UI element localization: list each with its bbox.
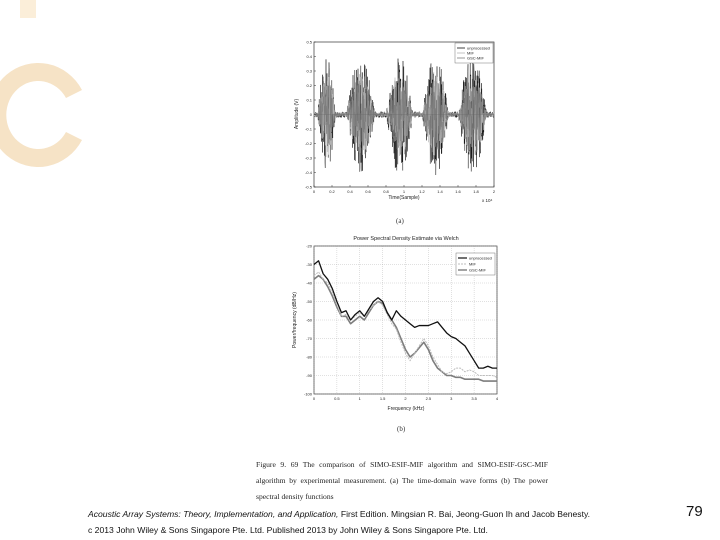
figure-b-x-ticks — [313, 396, 499, 401]
figure-b-x-tick-label: 3.5 — [471, 396, 477, 401]
figure-b-y-ticks — [304, 244, 313, 397]
figure-b-y-tick-label: -70 — [306, 336, 312, 341]
figure-b-x-tick-label: 4 — [495, 396, 499, 401]
legend-b-unprocessed: unprocessed — [469, 255, 492, 261]
figure-a-legend — [455, 43, 493, 63]
figure-a-y-tick-label: -0.1 — [305, 126, 312, 132]
figure-a-y-tick-label: -0.5 — [305, 184, 312, 190]
figure-b-x-tick-label: 0 — [312, 396, 316, 401]
figure-b-y-tick-label: -50 — [306, 299, 312, 304]
page-number: 79 — [686, 503, 703, 520]
figure-a-label: (a) — [396, 217, 404, 225]
figure-caption: Figure 9. 69 The comparison of SIMO-ESIF-MIF algorithm and SIMO-ESIF-GSC-MIF algorithm by experimental measurement. (a) The time-domain wave forms (b) The power spectral density functions — [256, 460, 548, 501]
figure-a-y-tick-label: 0.4 — [306, 54, 312, 59]
figure-b-legend — [456, 253, 495, 275]
figure-a-x-tick-label: 0 — [312, 189, 316, 194]
figure-a-y-tick-label: 0.2 — [306, 83, 312, 88]
figure-b-x-tick-label: 2.5 — [425, 396, 432, 401]
figure-a-y-tick-label: -0.4 — [305, 170, 312, 175]
figure-a-x-tick-label: 0.2 — [329, 189, 335, 194]
figure-b-x-tick-label: 0.5 — [334, 396, 340, 401]
figure-a — [294, 40, 496, 204]
figure-b-y-tick-label: -30 — [306, 262, 312, 267]
figure-a-y-tick-label: -0.3 — [305, 155, 312, 161]
figure-a-x-tick-label: 1.6 — [455, 189, 461, 194]
figure-a-x-exponent: x 10⁴ — [482, 198, 493, 203]
figure-a-y-tick-label: -0.2 — [305, 141, 312, 146]
citation-book-title: Acoustic Array Systems: Theory, Implementation, and Application, — [88, 509, 339, 519]
figure-b-x-tick-label: 1 — [358, 396, 361, 401]
figure-b-x-tick-label: 3 — [450, 396, 453, 401]
figure-a-ylabel: Amplitude (V) — [294, 98, 300, 130]
figure-a-x-tick-label: 0.4 — [347, 189, 353, 194]
figure-b-x-tick-label: 1.5 — [379, 396, 386, 401]
legend-a-gsc-mif: GSC-MIF — [467, 55, 484, 61]
figure-a-x-tick-label: 1.4 — [437, 189, 443, 194]
figure-b-ylabel: Power/frequency (dB/Hz) — [292, 292, 298, 348]
citation-copyright: c 2013 John Wiley & Sons Singapore Pte. Ltd. Published 2013 by John Wiley & Sons Singapore Pte. Ltd. — [88, 525, 488, 535]
figure-b-y-tick-label: -20 — [306, 243, 312, 249]
figure-a-x-tick-label: 0.8 — [383, 189, 389, 194]
figure-a-xlabel: Time(Sample) — [388, 195, 420, 201]
figure-b-y-tick-label: -40 — [306, 280, 312, 286]
figure-b — [292, 236, 499, 412]
figure-b-y-tick-label: -100 — [303, 391, 312, 397]
legend-b-gsc-mif: GSC-MIF — [469, 267, 486, 273]
figure-a-y-tick-label: 0 — [309, 112, 312, 117]
legend-b-mif: MIF — [469, 261, 476, 267]
figure-a-y-tick-label: 0.1 — [306, 97, 312, 103]
figure-b-y-tick-label: -80 — [306, 354, 312, 360]
figure-a-x-tick-label: 1.8 — [473, 189, 479, 194]
figure-b-x-tick-label: 2 — [404, 396, 407, 401]
legend-a-mif: MIF — [467, 50, 474, 56]
figure-a-y-tick-label: 0.3 — [306, 68, 312, 74]
legend-a-unprocessed: unprocessed — [467, 45, 490, 51]
citation-authors: First Edition. Mingsian R. Bai, Jeong-Guon Ih and Jacob Benesty. — [338, 509, 591, 519]
figure-a-y-tick-label: 0.5 — [306, 39, 312, 45]
figure-a-x-tick-label: 1 — [402, 189, 406, 194]
figure-b-title: Power Spectral Density Estimate via Welch — [353, 236, 459, 242]
figure-a-x-tick-label: 1.2 — [419, 189, 425, 194]
figure-b-y-tick-label: -60 — [306, 317, 312, 323]
figure-b-y-tick-label: -90 — [306, 373, 312, 378]
figure-b-label: (b) — [397, 425, 406, 433]
figure-b-xlabel: Frequency (kHz) — [387, 406, 425, 412]
figure-a-x-tick-label: 0.6 — [365, 189, 371, 194]
citation — [88, 506, 678, 538]
figure-a-x-tick-label: 2 — [492, 189, 496, 194]
